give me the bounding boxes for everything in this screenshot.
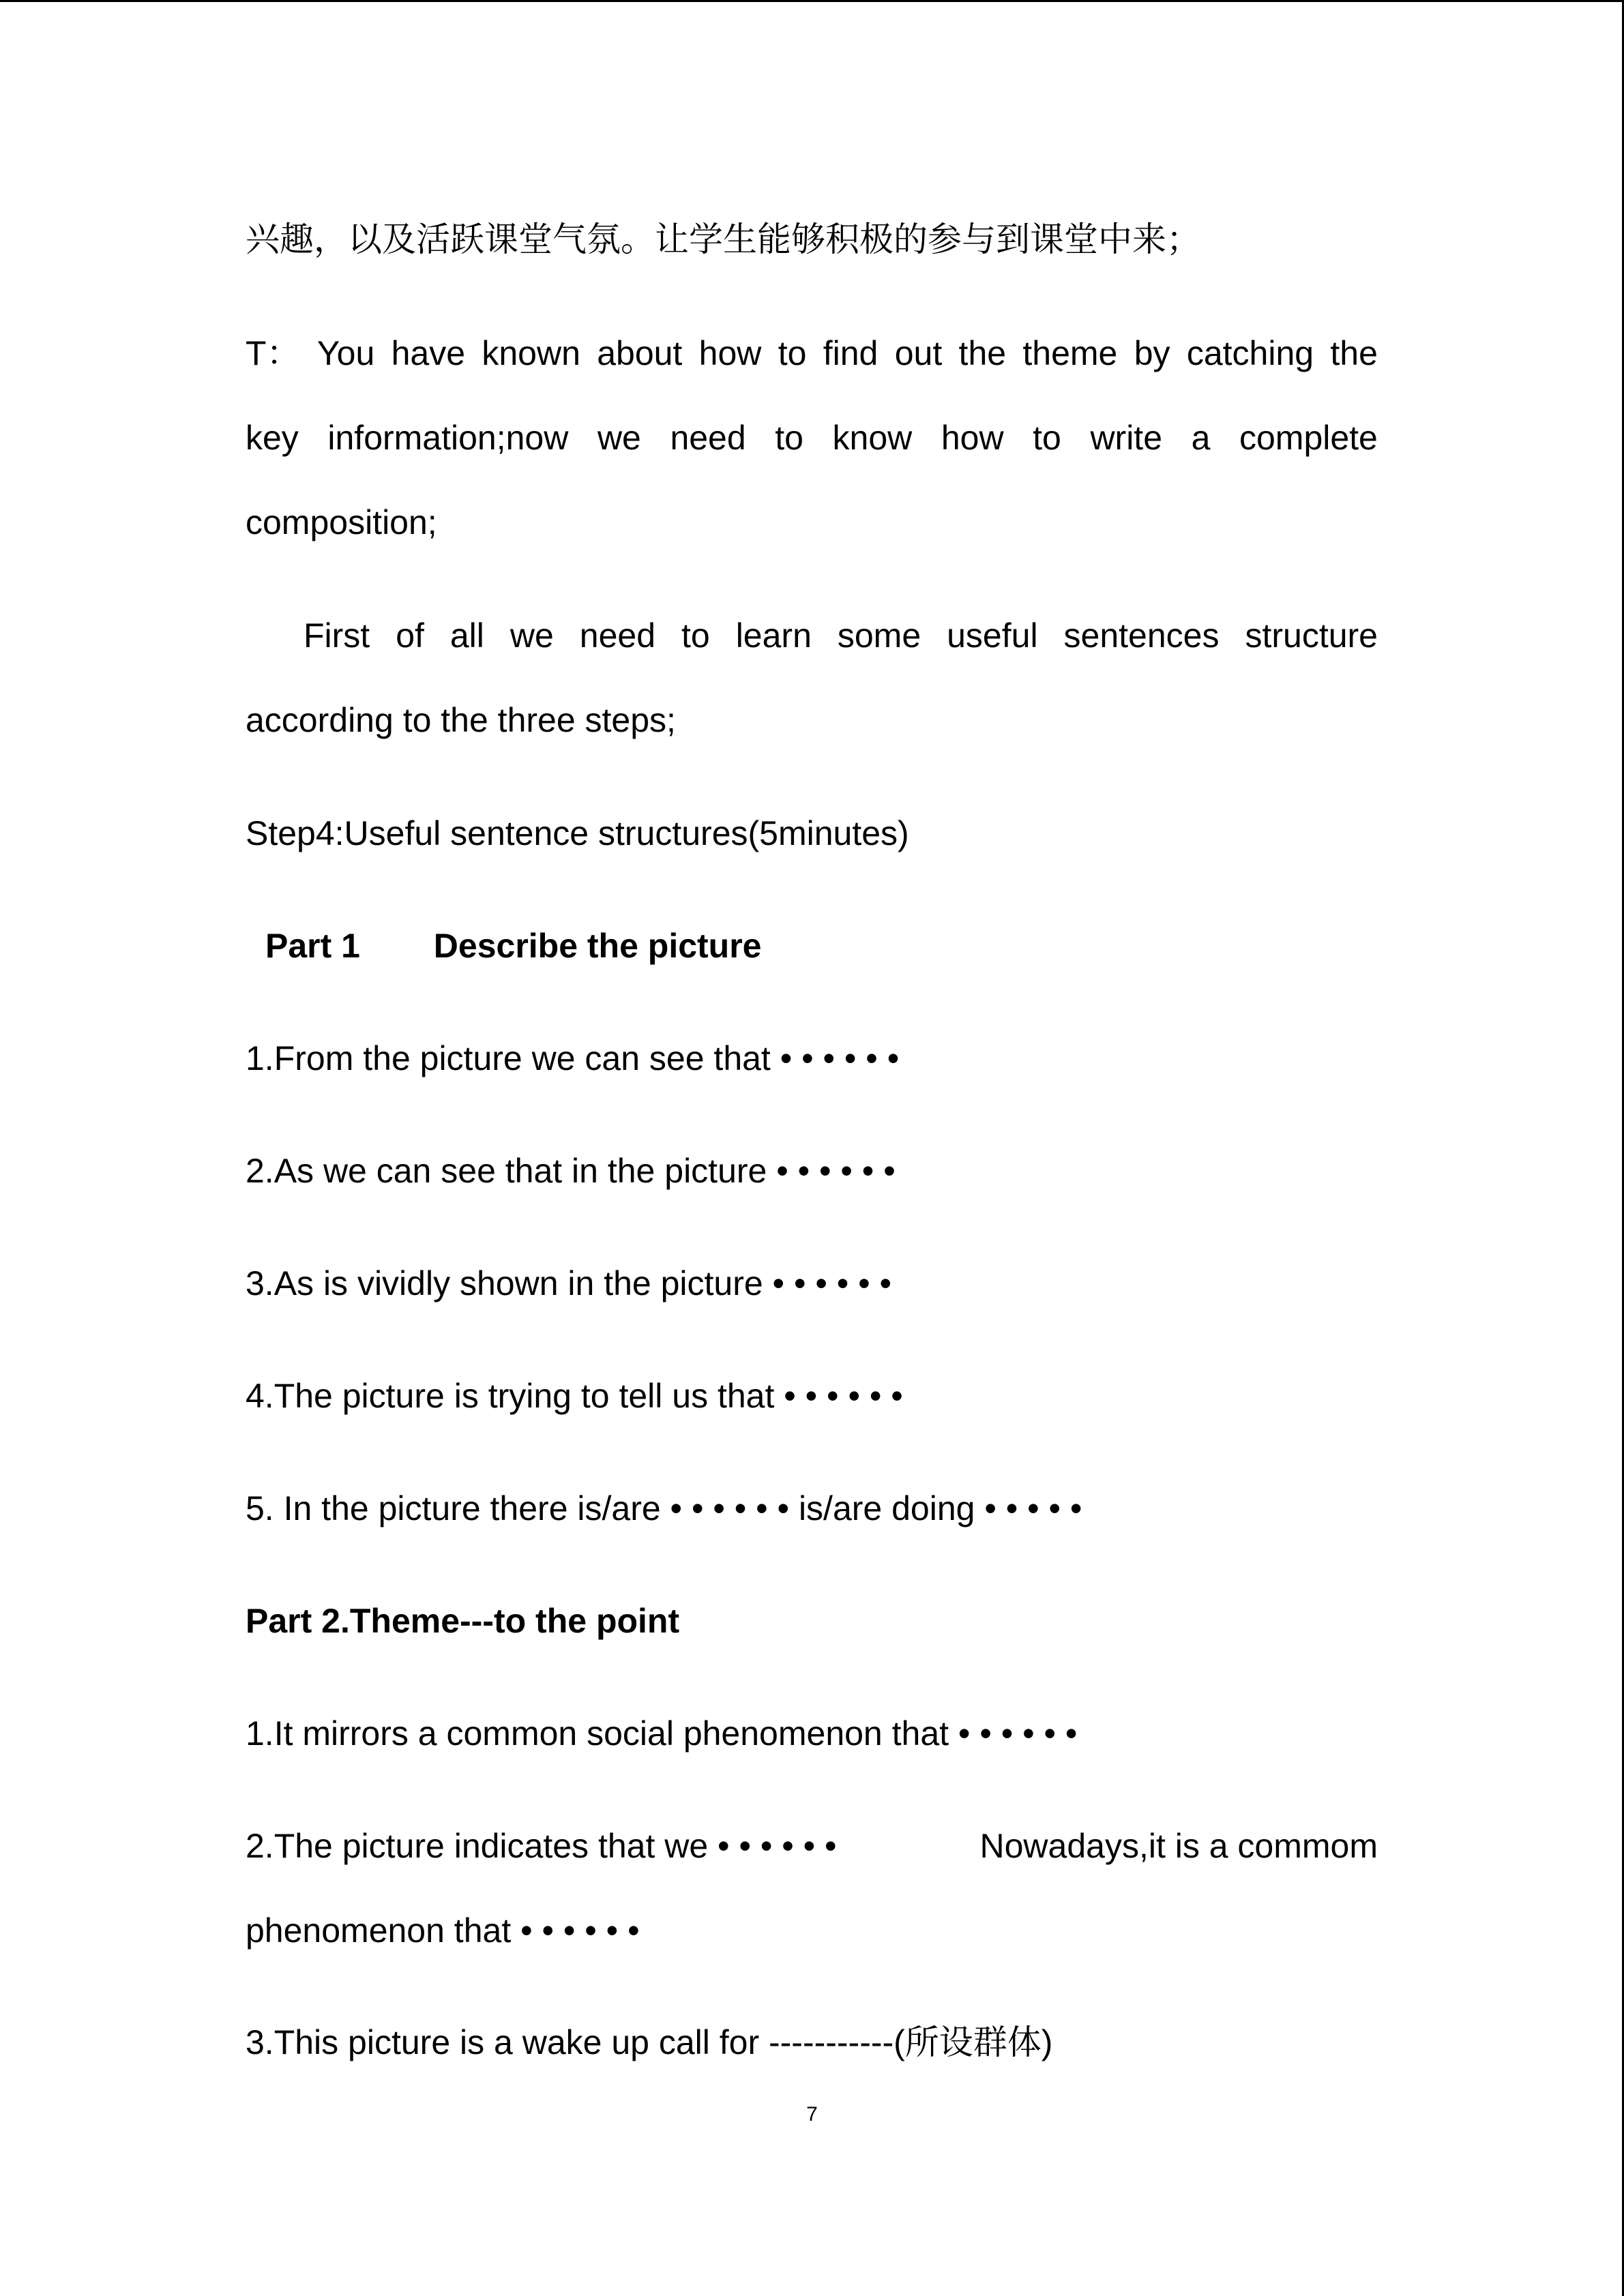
word: know xyxy=(832,419,913,457)
word: useful xyxy=(947,616,1038,655)
text-line-1: 兴趣，以及活跃课堂气氛。让学生能够积极的参与到课堂中来； xyxy=(246,220,1200,259)
part2-heading: Part 2.Theme---to the point xyxy=(246,1602,680,1640)
sentence-2-1: 1.It mirrors a common social phenomenon that • • • • • • xyxy=(246,1714,1078,1753)
word: we xyxy=(597,419,641,457)
word: T： xyxy=(246,334,301,372)
word: need xyxy=(579,616,656,655)
word: to xyxy=(778,334,807,372)
word: a xyxy=(1191,419,1211,457)
word: need xyxy=(670,419,746,457)
part1-heading xyxy=(265,922,1398,970)
word: information;now xyxy=(327,419,569,457)
word: structure xyxy=(1245,616,1378,655)
text-line-5 xyxy=(304,612,1378,659)
word: theme xyxy=(1022,334,1118,372)
word: First xyxy=(304,616,370,655)
word: learn xyxy=(735,616,812,655)
part1-title: Describe the picture xyxy=(433,927,762,965)
text-line-4: composition; xyxy=(246,503,437,541)
part1-label: Part 1 xyxy=(265,927,360,965)
word: to xyxy=(681,616,710,655)
word: the xyxy=(1330,334,1378,372)
text-line-3 xyxy=(246,414,1378,462)
word: some xyxy=(837,616,921,655)
word: You xyxy=(316,334,375,372)
text-line-6: according to the three steps; xyxy=(246,701,676,739)
word: how xyxy=(941,419,1004,457)
word: the xyxy=(958,334,1007,372)
sentence-1-5: 5. In the picture there is/are • • • • • • is/are doing • • • • • xyxy=(246,1489,1082,1527)
page-top-border xyxy=(0,0,1624,2)
word: how xyxy=(698,334,762,372)
word: key xyxy=(246,419,299,457)
sentence-1-3: 3.As is vividly shown in the picture • • • • • • xyxy=(246,1264,892,1302)
step4-heading: Step4:Useful sentence structures(5minutes) xyxy=(246,814,909,852)
word: write xyxy=(1090,419,1163,457)
sentence-1-4: 4.The picture is trying to tell us that • • • • • • xyxy=(246,1377,903,1415)
sentence-2-2-part-b: Nowadays,it is a commom xyxy=(979,1827,1378,1865)
sentence-2-3: 3.This picture is a wake up call for -----------(所设群体) xyxy=(246,2023,1053,2061)
word: catching xyxy=(1186,334,1314,372)
sentence-1-1: 1.From the picture we can see that • • • • • • xyxy=(246,1039,900,1077)
sentence-2-2-part-a: 2.The picture indicates that we • • • • • • xyxy=(246,1827,837,1865)
word: by xyxy=(1134,334,1170,372)
word: to xyxy=(775,419,803,457)
sentence-2-2 xyxy=(246,1822,1378,1870)
word: we xyxy=(510,616,554,655)
word: have xyxy=(391,334,466,372)
word: sentences xyxy=(1063,616,1220,655)
sentence-2-2-continued: phenomenon that • • • • • • xyxy=(246,1911,640,1950)
word: all xyxy=(449,616,484,655)
word: of xyxy=(396,616,424,655)
text-line-2 xyxy=(246,329,1378,377)
page-number: 7 xyxy=(806,2103,818,2126)
word: out xyxy=(894,334,943,372)
word: about xyxy=(597,334,683,372)
word: complete xyxy=(1239,419,1378,457)
word: to xyxy=(1033,419,1061,457)
word: find xyxy=(823,334,879,372)
sentence-1-2: 2.As we can see that in the picture • • • • • • xyxy=(246,1152,896,1190)
word: known xyxy=(482,334,580,372)
